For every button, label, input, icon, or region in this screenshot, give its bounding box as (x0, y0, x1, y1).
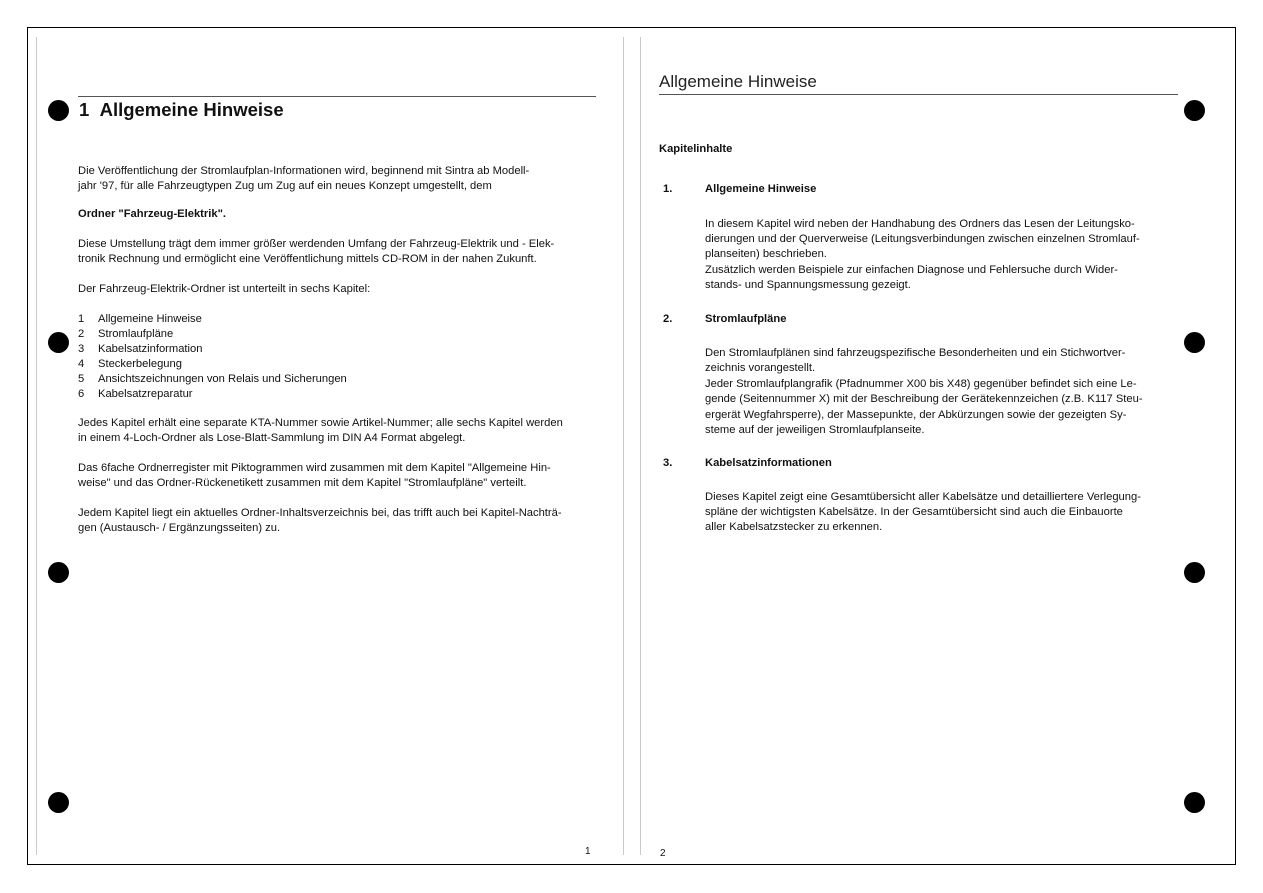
section-line: spläne der wichtigsten Kabelsätze. In der Gesamtübersicht sind auch die Einbauorte (705, 506, 1123, 518)
section-title: Allgemeine Hinweise (705, 183, 817, 195)
section-number: 1. (663, 183, 673, 195)
list-item: 3 Kabelsatzinformation (78, 343, 203, 355)
section-line: Den Stromlaufplänen sind fahrzeugspezifische Besonderheiten und ein Stichwortver- (705, 347, 1126, 359)
chapter-rule (78, 96, 596, 97)
section-line: gende (Seitennummer X) mit der Beschreibung der Gerätekennzeichen (z.B. K117 Steu- (705, 393, 1143, 405)
section-line: In diesem Kapitel wird neben der Handhabung des Ordners das Lesen der Leitungsko- (705, 218, 1135, 230)
left-page-edge (36, 37, 37, 855)
running-title: Allgemeine Hinweise (659, 72, 817, 91)
section-line: dierungen und der Querverweise (Leitungsverbindungen zwischen einzelnen Stromlauf- (705, 233, 1140, 245)
punch-hole (1184, 100, 1205, 121)
intro-line: Die Veröffentlichung der Stromlaufplan-Informationen wird, beginnend mit Sintra ab Modell- (78, 165, 530, 177)
list-item: 2 Stromlaufpläne (78, 328, 174, 340)
section-title: Stromlaufpläne (705, 313, 787, 325)
section-line: Jeder Stromlaufplangrafik (Pfadnummer X00 bis X48) gegenüber befindet sich eine Le- (705, 378, 1137, 390)
scope-line: Diese Umstellung trägt dem immer größer werdenden Umfang der Fahrzeug-Elektrik und - Elek- (78, 238, 555, 250)
list-item: 6 Kabelsatzreparatur (78, 388, 193, 400)
section-line: zeichnis vorangestellt. (705, 362, 816, 374)
chapter-heading (79, 99, 284, 121)
section-line: stands- und Spannungsmessung gezeigt. (705, 279, 911, 291)
center-gutter-left (623, 37, 624, 855)
section-number: 3. (663, 457, 673, 469)
punch-hole (1184, 792, 1205, 813)
punch-hole (1184, 562, 1205, 583)
kta-line: Jedes Kapitel erhält eine separate KTA-Nummer sowie Artikel-Nummer; alle sechs Kapitel werden (78, 417, 563, 429)
chapter-title: Allgemeine Hinweise (99, 99, 284, 120)
intro-line: jahr '97, für alle Fahrzeugtypen Zug um Zug auf ein neues Konzept umgestellt, dem (78, 180, 492, 192)
kta-line: in einem 4-Loch-Ordner als Lose-Blatt-Sammlung im DIN A4 Format abgelegt. (78, 432, 466, 444)
section-line: Dieses Kapitel zeigt eine Gesamtübersicht aller Kabelsätze und detailliertere Verlegung- (705, 491, 1141, 503)
center-gutter-right (640, 37, 641, 855)
list-item: 5 Ansichtszeichnungen von Relais und Sicherungen (78, 373, 347, 385)
scope-line: tronik Rechnung und ermöglicht eine Veröffentlichung mittels CD-ROM in der nahen Zukunft. (78, 253, 537, 265)
index-line: Jedem Kapitel liegt ein aktuelles Ordner-Inhaltsverzeichnis bei, das trifft auch bei Kapitel-Nachträ- (78, 507, 562, 519)
scan-frame (27, 27, 1236, 865)
punch-hole (48, 332, 69, 353)
punch-hole (48, 100, 69, 121)
header-rule (659, 94, 1178, 95)
punch-hole (48, 562, 69, 583)
punch-hole (48, 792, 69, 813)
chapter-list (78, 312, 347, 402)
contents-heading: Kapitelinhalte (659, 143, 733, 155)
index-line: gen (Austausch- / Ergänzungsseiten) zu. (78, 522, 281, 534)
page-number: 2 (660, 848, 666, 859)
section-title: Kabelsatzinformationen (705, 457, 832, 469)
section-line: steme auf der jeweiligen Stromlaufplanseite. (705, 424, 925, 436)
section-line: Zusätzlich werden Beispiele zur einfachen Diagnose und Fehlersuche durch Wider- (705, 264, 1118, 276)
chapter-number: 1 (79, 99, 90, 120)
register-line: Das 6fache Ordnerregister mit Piktogrammen wird zusammen mit dem Kapitel "Allgemeine Hin- (78, 462, 551, 474)
list-item: 4 Steckerbelegung (78, 358, 182, 370)
page-number: 1 (585, 846, 591, 857)
section-line: ergerät Wegfahrsperre), der Massepunkte, der Abkürzungen sowie der gezeigten Sy- (705, 409, 1127, 421)
section-number: 2. (663, 313, 673, 325)
binder-name: Ordner "Fahrzeug-Elektrik". (78, 208, 226, 220)
register-line: weise" und das Ordner-Rückenetikett zusammen mit dem Kapitel "Stromlaufpläne" verteilt. (78, 477, 527, 489)
division-sentence: Der Fahrzeug-Elektrik-Ordner ist unterteilt in sechs Kapitel: (78, 283, 371, 295)
list-item: 1 Allgemeine Hinweise (78, 313, 202, 325)
punch-hole (1184, 332, 1205, 353)
section-line: aller Kabelsatzstecker zu erkennen. (705, 521, 883, 533)
section-line: planseiten) beschrieben. (705, 248, 827, 260)
